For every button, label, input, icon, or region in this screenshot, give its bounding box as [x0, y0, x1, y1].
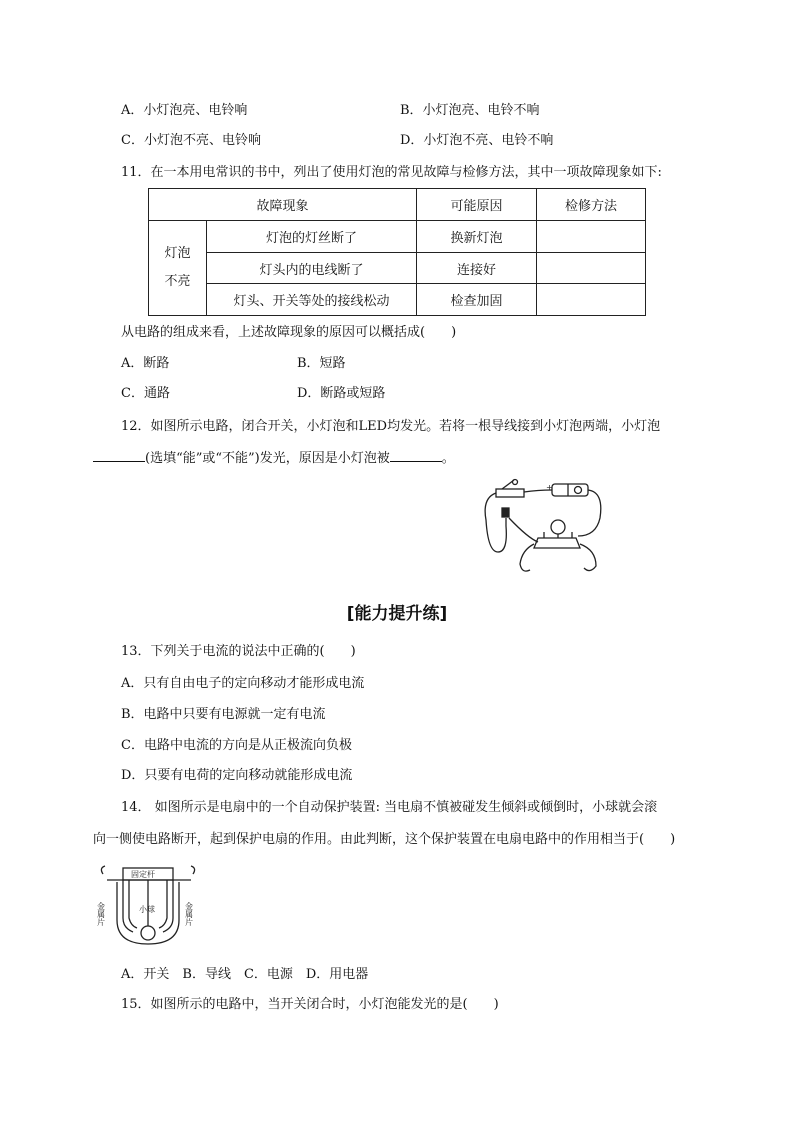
q14-options: A．开关 B．导线 C．电源 D．用电器 — [121, 967, 369, 982]
q14-line2: 向一侧使电路断开，起到保护电扇的作用。由此判断，这个保护装置在电扇电路中的作用相当于( ) — [93, 832, 676, 847]
hand-icon — [580, 544, 596, 571]
header-cause: 可能原因 — [417, 189, 537, 221]
screw-icon — [101, 866, 105, 874]
left-plate-label: 金属片 — [96, 902, 106, 926]
row-fix — [537, 253, 646, 284]
q10-option-c: C．小灯泡不亮、电铃响 — [121, 133, 261, 148]
rod-label: 固定杆 — [131, 870, 155, 879]
q13-option-b: B．电路中只要有电源就一定有电流 — [121, 707, 326, 722]
group-label — [149, 221, 207, 316]
group-label-line2: 不亮 — [164, 274, 191, 289]
row-cause: 连接好 — [417, 253, 537, 284]
switch-icon — [496, 489, 524, 497]
bulb-icon — [534, 538, 580, 548]
row-fix — [537, 221, 646, 253]
q11-option-b: B．短路 — [297, 356, 346, 371]
q10-option-b: B．小灯泡亮、电铃不响 — [400, 103, 540, 118]
q11-question: 从电路的组成来看，上述故障现象的原因可以概括成( ) — [121, 325, 457, 340]
row-symptom: 灯头、开关等处的接线松动 — [207, 284, 417, 316]
row-cause: 检查加固 — [417, 284, 537, 316]
table-row — [149, 284, 646, 316]
q10-option-a: A．小灯泡亮、电铃响 — [121, 103, 248, 118]
right-plate-label: 金属片 — [184, 902, 194, 926]
q11-option-a: A．断路 — [121, 356, 170, 371]
q10-option-d: D．小灯泡不亮、电铃不响 — [400, 133, 554, 148]
q12-line2-end: 。 — [441, 451, 455, 466]
table-row — [149, 253, 646, 284]
q13-option-a: A．只有自由电子的定向移动才能形成电流 — [121, 676, 365, 691]
q13-option-c: C．电路中电流的方向是从正极流向负极 — [121, 738, 352, 753]
q12-line2-text: (选填“能”或“不能”)发光，原因是小灯泡被 — [145, 451, 390, 466]
battery-icon — [552, 484, 588, 496]
q12-line2 — [93, 449, 455, 468]
q13-stem: 13．下列关于电流的说法中正确的( ) — [121, 644, 356, 659]
fault-table-header-row — [149, 189, 646, 221]
header-fix: 检修方法 — [537, 189, 646, 221]
section-title: [能力提升练] — [346, 604, 448, 624]
screw-icon — [191, 866, 195, 874]
answer-blank — [390, 449, 442, 462]
header-symptom: 故障现象 — [149, 189, 417, 221]
q11-option-d: D．断路或短路 — [297, 386, 386, 401]
q12-line1: 12．如图所示电路，闭合开关，小灯泡和LED均发光。若将一根导线接到小灯泡两端，小灯泡 — [121, 419, 661, 434]
row-cause: 换新灯泡 — [417, 221, 537, 253]
ball-icon — [141, 926, 155, 940]
table-row — [149, 221, 646, 253]
q13-option-d: D．只要有电荷的定向移动就能形成电流 — [121, 768, 353, 783]
hand-icon — [520, 544, 534, 571]
answer-blank — [93, 449, 145, 462]
fault-table — [148, 188, 646, 316]
protector-figure — [93, 862, 205, 950]
circuit-figure — [478, 478, 606, 578]
row-symptom: 灯泡的灯丝断了 — [207, 221, 417, 253]
svg-text:+: + — [546, 483, 553, 492]
q11-stem: 11．在一本用电常识的书中，列出了使用灯泡的常见故障与检修方法，其中一项故障现象如下: — [121, 165, 662, 180]
group-label-line1: 灯泡 — [164, 246, 191, 261]
q15-stem: 15．如图所示的电路中，当开关闭合时，小灯泡能发光的是( ) — [121, 997, 499, 1012]
ball-label: 小球 — [139, 905, 155, 914]
q11-option-c: C．通路 — [121, 386, 170, 401]
led-icon — [502, 508, 509, 517]
q14-line1: 14． 如图所示是电扇中的一个自动保护装置: 当电扇不慎被碰发生倾斜或倾倒时，小球就会滚 — [121, 800, 658, 815]
row-symptom: 灯头内的电线断了 — [207, 253, 417, 284]
row-fix — [537, 284, 646, 316]
